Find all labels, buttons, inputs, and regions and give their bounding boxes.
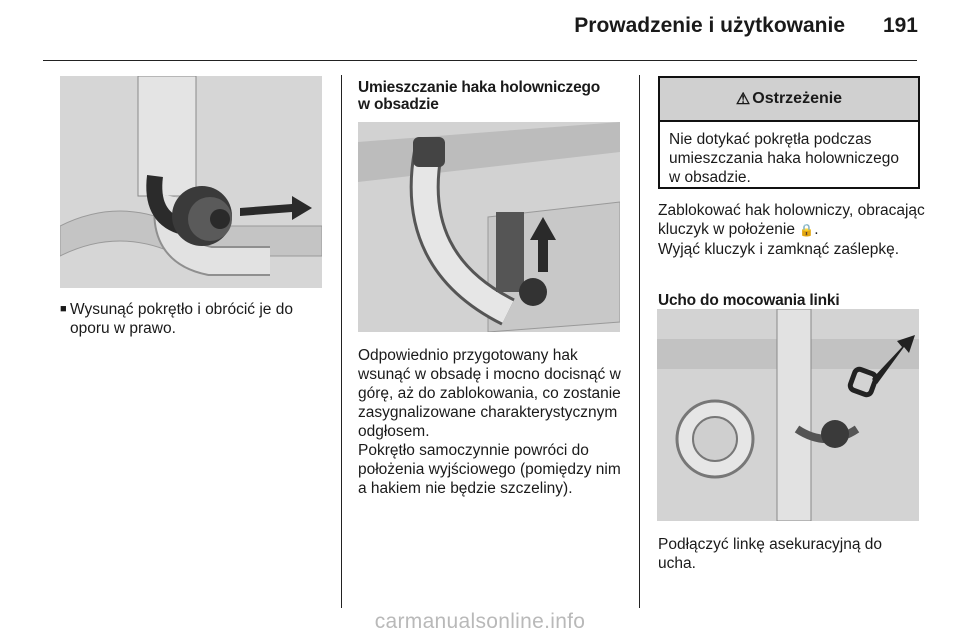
page-number: 191 [882, 14, 918, 37]
warning-text: Nie dotykać pokrętła podczas umieszczania haka holowniczego w obsadzie. [669, 131, 900, 186]
safety-eye-heading: Ucho do mocowania linki [658, 292, 840, 309]
paragraph-insertion: Odpowiednio przygotowany hak wsunąć w obsadę i mocno docisnąć w górę, aż do zablokowania, co zostanie zasygnalizowane charakterystycznym odgłosem. [358, 347, 621, 440]
paragraph-knob-return: Pokrętło samoczynnie powróci do położenia wyjściowego (pomiędzy nim a hakiem nie będzie szczeliny). [358, 442, 621, 497]
paragraph-lock-end: . [814, 221, 819, 238]
paragraph-lock [658, 201, 928, 259]
safety-eye-illustration [657, 309, 919, 521]
column-divider-right [639, 75, 640, 608]
warning-box [658, 76, 920, 189]
section-heading: Umieszczanie haka holowniczego w obsadzie [358, 79, 601, 113]
bullet-square-icon: ■ [60, 303, 67, 315]
warning-icon: ⚠ [735, 91, 751, 108]
paragraph-remove-key: Wyjąć kluczyk i zamknąć zaślepkę. [658, 241, 900, 258]
header-rule [43, 60, 917, 61]
warning-title: Ostrzeżenie [752, 90, 843, 107]
hook-insertion-illustration [358, 122, 620, 332]
bullet-instruction [60, 300, 325, 338]
bullet-text: Wysunąć pokrętło i obrócić je do oporu w prawo. [69, 301, 293, 337]
lock-icon: 🔒 [799, 223, 815, 237]
watermark: carmanualsonline.info [374, 610, 586, 633]
column-divider-left [341, 75, 342, 608]
page-header-title: Prowadzenie i użytkowanie [574, 14, 845, 37]
knob-rotation-illustration [60, 76, 322, 288]
paragraph-connect-cable: Podłączyć linkę asekuracyjną do ucha. [658, 536, 883, 572]
paragraph-lock-text: Zablokować hak holowniczy, obracając kluczyk w położenie [658, 202, 925, 238]
warning-header [660, 78, 918, 122]
